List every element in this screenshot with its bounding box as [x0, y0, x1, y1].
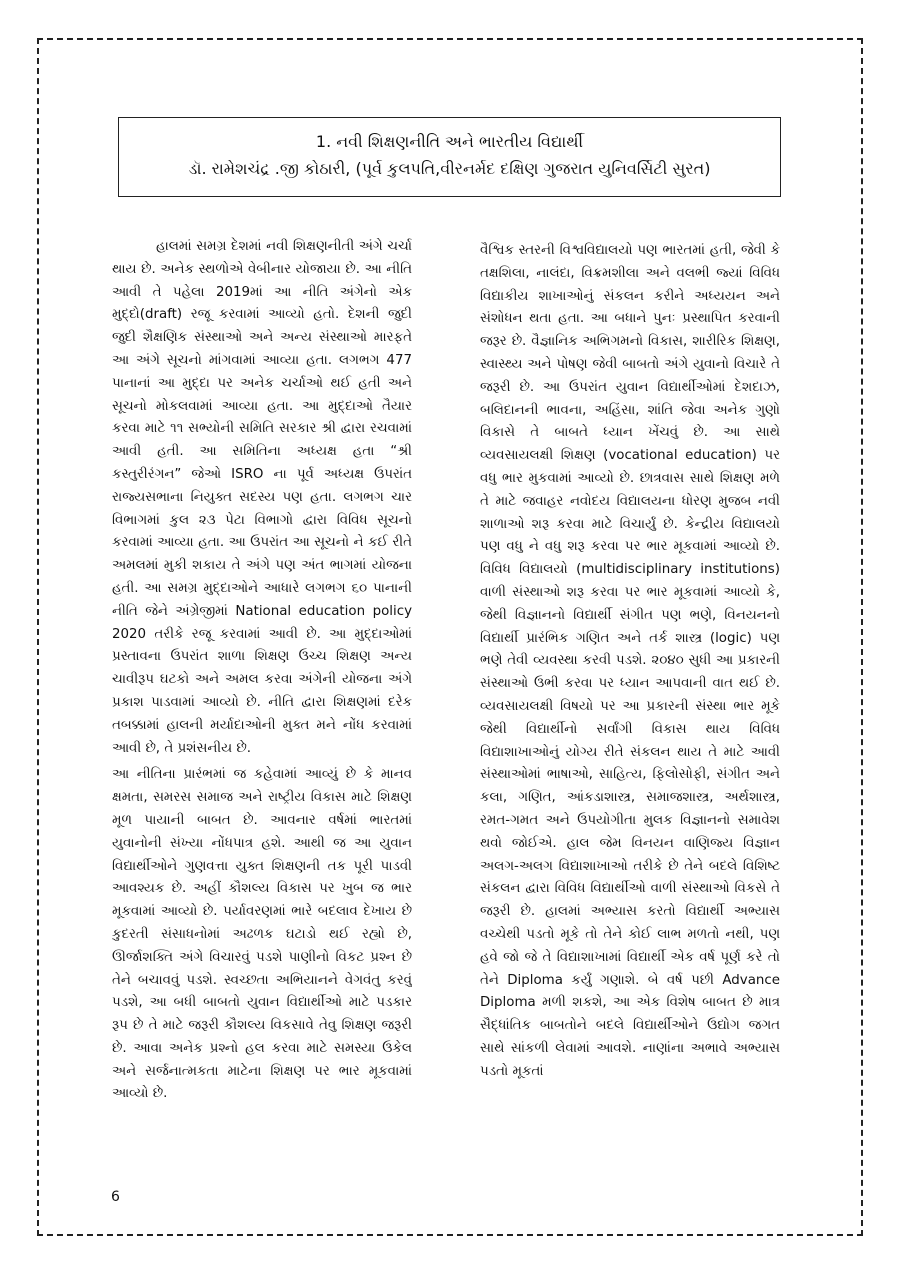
right-column — [480, 240, 780, 1184]
author-line: ડૉ. રામેશચંદ્ર .જી કોઠારી, (પૂર્વ કુલપતિ,વીરનર્મદ દક્ષિણ ગુજરાત યુનિવર્સિટી સુરત) — [188, 159, 711, 178]
left-paragraph-1: હાલમાં સમગ્ર દેશમાં નવી શિક્ષણનીતી અંગે ચર્ચા થાય છે. અનેક સ્થળોએ વેબીનાર યોજાયા છે. આ નીતિ આવી તે પહેલા 2019માં આ નીતિ અંગેનો એક મુદ્દો(draft) રજૂ કરવામાં આવ્યો હતો. દેશની જુદી જુદી શૈક્ષણિક સંસ્થાઓ અને અન્ય સંસ્થાઓ મારફતે આ અંગે સૂચનો માંગવામાં આવ્યા હતા. લગભગ 477 પાનાનાં આ મુદ્દા પર અનેક ચર્ચાઓ થઈ હતી અને સૂચનો મોકલવામાં આવ્યા હતા. આ મુદ્દાઓ તૈયાર કરવા માટે ૧૧ સભ્યોની સમિતિ સરકાર શ્રી દ્વારા રચવામાં આવી હતી. આ સમિતિના અધ્યક્ષ હતા “શ્રી કસ્તુરીરંગન” જેઓ ISRO ના પૂર્વ અધ્યક્ષ ઉપરાંત રાજ્યસભાના નિયુક્ત સદસ્ય પણ હતા. લગભગ ચાર વિભાગમાં કુલ ૨૩ પેટા વિભાગો દ્વારા વિવિધ સૂચનો કરવામાં આવ્યા હતા. આ ઉપરાંત આ સૂચનો ને કઈ રીતે અમલમાં મુકી શકાય તે અંગે પણ અંત ભાગમાં યોજના હતી. આ સમગ્ર મુદ્દાઓને આધારે લગભગ ૬૦ પાનાની નીતિ જેને અંગ્રેજીમાં National education policy 2020 તરીકે રજૂ કરવામાં આવી છે. આ મુદ્દાઓમાં પ્રસ્તાવના ઉપરાંત શાળા શિક્ષણ ઉચ્ચ શિક્ષણ અન્ય ચાવીરૂપ ઘટકો અને અમલ કરવા અંગેની યોજના અંગે પ્રકાશ પાડવામાં આવ્યો છે. નીતિ દ્વારા શિક્ષણમાં દરેક તબક્કામાં હાલની મર્યાદાઓની મુક્ત મને નોંધ કરવામાં આવી છે, તે પ્રશંસનીય છે. — [112, 239, 412, 756]
page-number: 6 — [111, 1189, 120, 1205]
left-paragraph-2: આ નીતિના પ્રારંભમાં જ કહેવામાં આવ્યું છે કે માનવ ક્ષમતા, સમરસ સમાજ અને રાષ્ટ્રીય વિકાસ માટે શિક્ષણ મૂળ પાયાની બાબત છે. આવનાર વર્ષમાં ભારતમાં યુવાનોની સંખ્યા નોંધપાત્ર હશે. આથી જ આ યુવાન વિદ્યાર્થીઓને ગુણવત્તા યુક્ત શિક્ષણની તક પૂરી પાડવી આવશ્યક છે. અહીં કૌશલ્ય વિકાસ પર ખુબ જ ભાર મૂકવામાં આવ્યો છે. પર્યાવરણમાં ભારે બદલાવ દેખાય છે કુદરતી સંસાધનોમાં અઢળક ઘટાડો થઈ રહ્યો છે, ઊર્જાશક્તિ અંગે વિચારવું પડશે પાણીનો વિકટ પ્રશ્ન છે તેને બચાવવું પડશે. સ્વચ્છતા અભિયાનને વેગવંતુ કરવું પડશે, આ બધી બાબતો યુવાન વિદ્યાર્થીઓ માટે પડકાર રૂપ છે તે માટે જરૂરી કૌશલ્ય વિકસાવે તેવુ શિક્ષણ જરૂરી છે. આવા અનેક પ્રશ્નો હલ કરવા માટે સમસ્યા ઉકેલ અને સર્જનાત્મકતા માટેના શિક્ષણ પર ભાર મૂકવામાં આવ્યો છે. — [112, 767, 412, 1102]
right-paragraph-1: વૈશ્વિક સ્તરની વિશ્વવિદ્યાલયો પણ ભારતમાં હતી, જેવી કે તક્ષશિલા, નાલંદા, વિક્રમશીલા અને વલભી જ્યાં વિવિધ વિદ્યાકીય શાખાઓનું સંકલન કરીને અધ્યયન અને સંશોધન થતા હતા. આ બધાને પુનઃ પ્રસ્થાપિત કરવાની જરૂર છે. વૈજ્ઞાનિક અભિગમનો વિકાસ, શારીરિક શિક્ષણ, સ્વાસ્થ્ય અને પોષણ જેવી બાબતો અંગે યુવાનો વિચારે તે જરૂરી છે. આ ઉપરાંત યુવાન વિદ્યાર્થીઓમાં દેશદાઝ, બલિદાનની ભાવના, અહિંસા, શાંતિ જેવા અનેક ગુણો વિકાસે તે બાબતે ધ્યાન ખેંચવું છે. આ સાથે વ્યવસાયલક્ષી શિક્ષણ (vocational education) પર વધુ ભાર મુકવામાં આવ્યો છે. છાત્રવાસ સાથે શિક્ષણ મળે તે માટે જવાહર નવોદય વિદ્યાલયના ધોરણ મુજબ નવી શાળાઓ શરૂ કરવા માટે વિચાર્યું છે. કેન્દ્રીય વિદ્યાલયો પણ વધુ ને વધુ શરૂ કરવા પર ભાર મૂકવામાં આવ્યો છે. વિવિધ વિદ્યાલયો (multidisciplinary institutions) વાળી સંસ્થાઓ શરૂ કરવા પર ભાર મૂકવામાં આવ્યો કે, જેથી વિજ્ઞાનનો વિદ્યાર્થી સંગીત પણ ભણે, વિનયનનો વિદ્યાર્થી પ્રારંભિક ગણિત અને તર્ક શાસ્ત્ર (logic) પણ ભણે તેવી વ્યવસ્થા કરવી પડશે. ૨૦૪૦ સુધી આ પ્રકારની સંસ્થાઓ ઉભી કરવા પર ધ્યાન આપવાની વાત થઈ છે. વ્યવસાયલક્ષી વિષયો પર આ પ્રકારની સંસ્થા ભાર મૂકે જેથી વિદ્યાર્થીનો સર્વાંગી વિકાસ થાય વિવિધ વિદ્યાશાખાઓનું યોગ્ય રીતે સંકલન થાય તે માટે આવી સંસ્થાઓમાં ભાષાઓ, સાહિત્ય, ફિલોસોફી, સંગીત અને કલા, ગણિત, આંકડાશાસ્ત્ર, સમાજશાસ્ત્ર, અર્થશાસ્ત્ર, રમત-ગમત અને ઉપયોગીતા મુલક વિજ્ઞાનનો સમાવેશ થવો જોઈએ. હાલ જેમ વિનયન વાણિજ્ય વિજ્ઞાન અલગ-અલગ વિદ્યાશાખાઓ તરીકે છે તેને બદલે વિશિષ્ટ સંકલન દ્વારા વિવિધ વિદ્યાર્થીઓ વાળી સંસ્થાઓ વિકસે તે જરૂરી છે. હાલમાં અભ્યાસ કરતો વિદ્યાર્થી અભ્યાસ વચ્ચેથી પડતો મૂકે તો તેને કોઈ લાભ મળતો નથી, પણ હવે જો જે તે વિદ્યાશાખામાં વિદ્યાર્થી એક વર્ષ પૂર્ણ કરે તો તેને Diploma કર્યું ગણાશે. બે વર્ષ પછી Advance Diploma મળી શકશે, આ એક વિશેષ બાબત છે માત્ર સૈદ્ધાંતિક બાબતોને બદલે વિદ્યાર્થીઓને ઉદ્યોગ જગત સાથે સાંકળી લેવામાં આવશે. નાણાંના અભાવે અભ્યાસ પડતો મૂકતાં — [480, 243, 780, 1079]
left-column — [112, 236, 412, 1180]
title-box — [118, 117, 781, 197]
article-title: 1. નવી શિક્ષણનીતિ અને ભારતીય વિદ્યાર્થી — [315, 132, 584, 151]
